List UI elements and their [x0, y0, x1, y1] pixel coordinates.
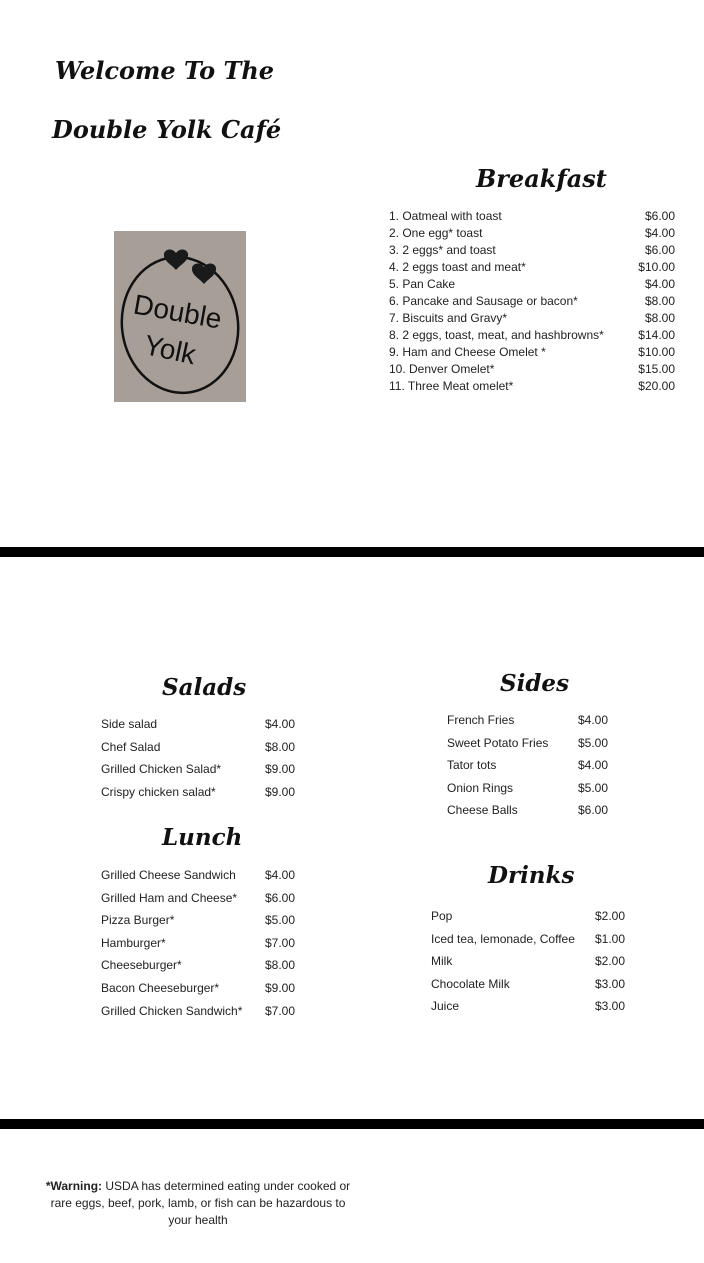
menu-item-name: 3. 2 eggs* and toast	[389, 243, 496, 257]
menu-item-price: $15.00	[638, 362, 675, 376]
menu-item-name: Pop	[431, 909, 453, 923]
menu-item-price: $10.00	[638, 260, 675, 274]
menu-item-price: $3.00	[595, 976, 626, 991]
section-divider-top	[0, 547, 704, 557]
menu-item	[101, 913, 301, 936]
menu-item	[431, 954, 631, 977]
menu-item	[101, 891, 301, 914]
menu-item-price: $8.00	[265, 958, 296, 973]
menu-item	[101, 717, 301, 740]
menu-item-price: $7.00	[265, 1003, 296, 1018]
menu-item-name: 4. 2 eggs toast and meat*	[389, 260, 526, 274]
menu-item-price: $6.00	[578, 803, 609, 818]
menu-item	[447, 713, 617, 736]
menu-item	[101, 936, 301, 959]
menu-item	[389, 260, 679, 277]
menu-item-name: Hamburger*	[101, 935, 166, 950]
menu-item-price: $4.00	[644, 226, 675, 240]
menu-item-name: 5. Pan Cake	[389, 277, 456, 291]
menu-item-name: 7. Biscuits and Gravy*	[389, 311, 508, 325]
logo-text-yolk: Yolk	[141, 329, 199, 371]
warning-label: *Warning:	[45, 1179, 103, 1193]
health-warning	[40, 1178, 356, 1229]
menu-item-price: $9.00	[265, 980, 296, 995]
menu-item-name: 11. Three Meat omelet*	[389, 379, 514, 393]
menu-item-name: Grilled Ham and Cheese*	[101, 890, 238, 905]
menu-item-name: Chef Salad	[101, 739, 161, 754]
menu-item-name: Grilled Chicken Sandwich*	[101, 1003, 243, 1018]
menu-item-price: $2.00	[595, 954, 626, 969]
drinks-menu	[431, 909, 631, 1022]
menu-item-name: 8. 2 eggs, toast, meat, and hashbrowns*	[389, 328, 604, 342]
menu-item-price: $2.00	[595, 909, 626, 923]
section-divider-bottom	[0, 1119, 704, 1129]
menu-item	[447, 781, 617, 804]
menu-item	[101, 1004, 301, 1027]
menu-item	[389, 328, 679, 345]
menu-item	[389, 362, 679, 379]
menu-item-price: $10.00	[638, 345, 675, 359]
menu-item-name: Grilled Chicken Salad*	[101, 762, 222, 777]
menu-item-price: $8.00	[644, 311, 675, 325]
menu-item	[101, 740, 301, 763]
menu-item	[431, 999, 631, 1022]
menu-item-price: $6.00	[644, 243, 675, 257]
menu-item-name: Bacon Cheeseburger*	[101, 980, 220, 995]
menu-item-price: $4.00	[578, 758, 609, 773]
logo-text-double: Double	[131, 288, 225, 335]
sides-menu	[447, 713, 617, 826]
cafe-name-title: Double Yolk Café	[52, 115, 282, 144]
menu-item-name: 10. Denver Omelet*	[389, 362, 495, 376]
menu-item	[447, 758, 617, 781]
menu-item-price: $5.00	[265, 913, 296, 928]
menu-item-price: $1.00	[595, 931, 626, 946]
menu-item-name: French Fries	[447, 713, 515, 727]
double-yolk-logo	[114, 231, 246, 402]
menu-item-price: $8.00	[265, 739, 296, 754]
menu-item-name: Grilled Cheese Sandwich	[101, 868, 236, 882]
menu-item	[389, 277, 679, 294]
menu-item	[389, 311, 679, 328]
menu-item-price: $14.00	[638, 328, 675, 342]
salads-menu	[101, 717, 301, 807]
menu-item-name: Juice	[431, 999, 460, 1014]
menu-item	[101, 958, 301, 981]
salads-heading: Salads	[162, 674, 247, 701]
menu-item-name: Onion Rings	[447, 780, 514, 795]
menu-item	[101, 785, 301, 808]
lunch-menu	[101, 868, 301, 1026]
menu-item-price: $4.00	[578, 713, 609, 727]
menu-item-name: Iced tea, lemonade, Coffee	[431, 931, 575, 946]
menu-item-price: $9.00	[265, 762, 296, 777]
menu-item	[389, 243, 679, 260]
menu-item-price: $7.00	[265, 935, 296, 950]
menu-item-name: Sweet Potato Fries	[447, 735, 549, 750]
menu-item	[447, 736, 617, 759]
menu-item-name: Pizza Burger*	[101, 913, 175, 928]
menu-item	[431, 932, 631, 955]
menu-item-name: Cheese Balls	[447, 803, 518, 818]
breakfast-menu	[389, 209, 679, 396]
menu-item-name: Side salad	[101, 717, 158, 731]
menu-item	[431, 909, 631, 932]
sides-heading: Sides	[500, 670, 570, 697]
menu-item-price: $6.00	[644, 209, 675, 223]
menu-item-name: Chocolate Milk	[431, 976, 510, 991]
menu-item-name: Cheeseburger*	[101, 958, 182, 973]
menu-item-name: 1. Oatmeal with toast	[389, 209, 502, 223]
menu-item	[101, 868, 301, 891]
menu-item	[389, 209, 679, 226]
menu-item-price: $3.00	[595, 999, 626, 1014]
menu-item-price: $20.00	[638, 379, 675, 393]
menu-item	[101, 762, 301, 785]
menu-item-name: 2. One egg* toast	[389, 226, 483, 240]
hearts-icon	[164, 249, 216, 284]
menu-item	[389, 379, 679, 396]
menu-item-price: $8.00	[644, 294, 675, 308]
menu-item-price: $5.00	[578, 780, 609, 795]
menu-item	[389, 345, 679, 362]
menu-item	[101, 981, 301, 1004]
menu-item-price: $6.00	[265, 890, 296, 905]
menu-item-name: 9. Ham and Cheese Omelet *	[389, 345, 546, 359]
menu-item-name: Crispy chicken salad*	[101, 784, 216, 799]
menu-item-name: Milk	[431, 954, 453, 969]
warning-text: USDA has determined eating under cooked or rare eggs, beef, pork, lamb, or fish can be hazardous to your health	[50, 1179, 351, 1227]
menu-item-price: $9.00	[265, 784, 296, 799]
breakfast-heading: Breakfast	[476, 164, 607, 193]
menu-item	[389, 226, 679, 243]
menu-item	[447, 803, 617, 826]
menu-item-price: $4.00	[644, 277, 675, 291]
menu-item	[431, 977, 631, 1000]
menu-item-price: $5.00	[578, 735, 609, 750]
welcome-title: Welcome To The	[55, 56, 275, 85]
menu-item-price: $4.00	[265, 868, 296, 882]
menu-item-name: Tator tots	[447, 758, 497, 773]
menu-item-name: 6. Pancake and Sausage or bacon*	[389, 294, 578, 308]
lunch-heading: Lunch	[162, 824, 243, 851]
menu-item-price: $4.00	[265, 717, 296, 731]
menu-item	[389, 294, 679, 311]
drinks-heading: Drinks	[488, 862, 575, 889]
